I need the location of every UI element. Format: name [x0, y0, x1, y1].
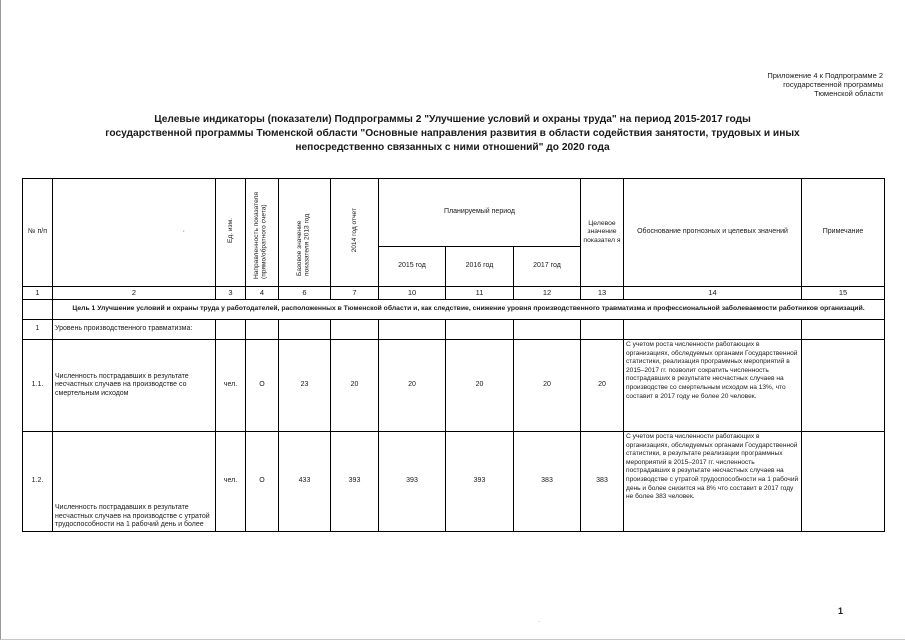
footer-mark: ·	[538, 619, 540, 625]
row-justification: С учетом роста численности работающих в организациях, обследуемых органами Государственной статистики, в результате реализации программных мероприятий в 2015–2017 гг. численность пострадавших в результате несчастных случаев на производстве с утратой трудоспособности на 1 рабочий день и более снизится на 8% что составит в 2017 году не более 383 человек.	[624, 432, 802, 532]
row-2016: 393	[446, 432, 514, 532]
row-target: 20	[581, 340, 624, 432]
row-2015: 20	[379, 340, 446, 432]
row-justification: С учетом роста численности работающих в организациях, обследуемых органами Государственной статистики, реализация программных мероприятий в 2015–2017 гг. позволит сократить численность пострадавших в результате несчастных случаев на производстве со смертельным исходом на 13%, что составит в 2017 году не более 20 человек.	[624, 340, 802, 432]
row-note	[802, 432, 885, 532]
header-direction-text: Направленность показателя (прямо/обратного счета)	[253, 191, 268, 279]
header-unit	[216, 179, 246, 287]
empty-cell	[514, 320, 581, 340]
indicators-table	[22, 178, 885, 532]
title-line: Целевые индикаторы (показатели) Подпрограммы 2 "Улучшение условий и охраны труда" на период 2015-2017 годы	[154, 114, 751, 125]
col-number: 12	[514, 287, 581, 300]
table-row	[23, 432, 885, 532]
header-unit-text: Ед. изм.	[226, 218, 234, 244]
header-2014-text: 2014 год отчет	[350, 208, 358, 253]
empty-cell	[331, 320, 379, 340]
row-name: Численность пострадавших в результате несчастных случаев на производстве со смертельным исходом	[53, 340, 216, 432]
row-name: Численность пострадавших в результате несчастных случаев на производстве с утратой трудоспособности на 1 рабочий день и более	[53, 432, 216, 532]
col-number: 7	[331, 287, 379, 300]
col-number: 3	[216, 287, 246, 300]
row-2014: 393	[331, 432, 379, 532]
col-number: 2	[53, 287, 216, 300]
row-num: 1.1.	[23, 340, 53, 432]
row-direction: О	[246, 432, 279, 532]
title-line: непосредственно связанных с ними отношений" до 2020 года	[295, 142, 610, 153]
annex-note	[767, 71, 883, 98]
annex-line: Приложение 4 к Подпрограмме 2	[767, 71, 883, 80]
empty-cell	[802, 320, 885, 340]
row-2014: 20	[331, 340, 379, 432]
goal-spacer	[23, 300, 53, 320]
section-name: Уровень производственного травматизма:	[53, 320, 216, 340]
table-row	[23, 340, 885, 432]
row-unit: чел.	[216, 432, 246, 532]
col-number: 13	[581, 287, 624, 300]
header-2017: 2017 год	[514, 247, 581, 287]
col-number: 10	[379, 287, 446, 300]
annex-line: государственной программы	[783, 80, 883, 89]
header-num: № п/п	[23, 179, 53, 287]
col-number: 15	[802, 287, 885, 300]
empty-cell	[246, 320, 279, 340]
row-2016: 20	[446, 340, 514, 432]
header-row	[23, 179, 885, 247]
header-direction	[246, 179, 279, 287]
row-2015: 393	[379, 432, 446, 532]
column-numbers-row	[23, 287, 885, 300]
header-planned: Планируемый период	[379, 179, 581, 247]
header-base	[279, 179, 331, 287]
section-num: 1	[23, 320, 53, 340]
row-target: 383	[581, 432, 624, 532]
header-2016: 2016 год	[446, 247, 514, 287]
empty-cell	[446, 320, 514, 340]
header-name: ·	[53, 179, 216, 287]
row-base: 433	[279, 432, 331, 532]
empty-cell	[216, 320, 246, 340]
header-2014	[331, 179, 379, 287]
document-title	[0, 113, 905, 155]
empty-cell	[279, 320, 331, 340]
header-note: Примечание	[802, 179, 885, 287]
row-2017: 383	[514, 432, 581, 532]
goal-text: Цель 1 Улучшение условий и охраны труда у работодателей, расположенных в Тюменской области и, как следствие, снижение уровня производственного травматизма и профессиональной заболеваемости работников организаций.	[53, 300, 885, 320]
annex-line: Тюменской области	[814, 89, 883, 98]
header-base-text: Базовое значение показателя 2013 год	[295, 213, 310, 276]
page-number: 1	[837, 606, 843, 616]
col-number: 14	[624, 287, 802, 300]
goal-row	[23, 300, 885, 320]
col-number: 1	[23, 287, 53, 300]
empty-cell	[581, 320, 624, 340]
header-2015: 2015 год	[379, 247, 446, 287]
col-number: 6	[279, 287, 331, 300]
title-line: государственной программы Тюменской области "Основные направления развития в области содействия занятости, трудовых и иных	[105, 128, 800, 139]
header-justification: Обоснование прогнозных и целевых значений	[624, 179, 802, 287]
row-num: 1.2.	[23, 432, 53, 532]
col-number: 4	[246, 287, 279, 300]
row-base: 23	[279, 340, 331, 432]
section-row	[23, 320, 885, 340]
header-target: Целевое значение показател я	[581, 179, 624, 287]
row-direction: О	[246, 340, 279, 432]
row-unit: чел.	[216, 340, 246, 432]
empty-cell	[624, 320, 802, 340]
empty-cell	[379, 320, 446, 340]
row-2017: 20	[514, 340, 581, 432]
col-number: 11	[446, 287, 514, 300]
row-note	[802, 340, 885, 432]
